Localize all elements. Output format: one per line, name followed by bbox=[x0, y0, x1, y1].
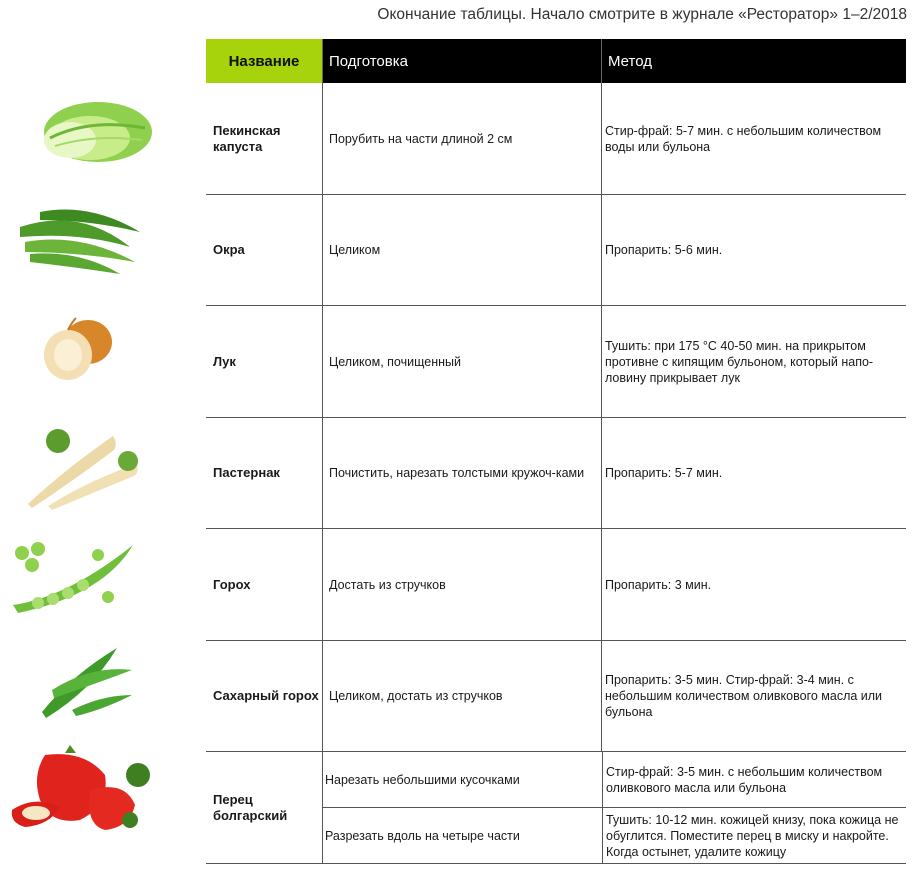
method-text: Стир-фрай: 3-5 мин. с небольшим количеством оливкового масла или бульона bbox=[602, 752, 906, 807]
preparation-text: Целиком, почищенный bbox=[322, 306, 601, 417]
table-row bbox=[206, 195, 906, 306]
preparation-text: Целиком bbox=[322, 195, 601, 305]
method-text: Стир-фрай: 5-7 мин. с небольшим количеством воды или бульона bbox=[601, 83, 906, 194]
column-header-prep: Подготовка bbox=[322, 39, 601, 83]
method-text: Пропарить: 5-7 мин. bbox=[601, 418, 906, 528]
column-header-method: Метод bbox=[601, 39, 906, 83]
table-row bbox=[206, 306, 906, 418]
table-row bbox=[206, 529, 906, 641]
header-note: Окончание таблицы. Начало смотрите в журнале «Ресторатор» 1–2/2018 bbox=[377, 6, 907, 23]
pepper-subrows bbox=[322, 752, 906, 863]
peas-icon bbox=[8, 535, 138, 615]
snap-peas-icon bbox=[32, 640, 142, 720]
napa-cabbage-icon bbox=[30, 88, 155, 168]
method-text: Пропарить: 3-5 мин. Стир-фрай: 3-4 мин. с небольшим количеством оливкового масла или бульона bbox=[601, 641, 906, 751]
vegetable-name: Пекинская капуста bbox=[213, 122, 281, 154]
preparation-text: Почистить, нарезать толстыми кружоч-ками bbox=[322, 418, 601, 528]
preparation-text: Целиком, достать из стручков bbox=[322, 641, 601, 751]
vegetable-name: Лук bbox=[213, 353, 236, 369]
column-header-name: Название bbox=[206, 39, 322, 83]
pepper-subrow bbox=[323, 807, 906, 863]
vegetable-name: Пастернак bbox=[213, 465, 280, 480]
table-header bbox=[206, 39, 906, 83]
bell-pepper-icon bbox=[10, 745, 150, 835]
preparation-text: Порубить на части длиной 2 см bbox=[322, 83, 601, 194]
onion-icon bbox=[38, 310, 118, 385]
method-text: Тушить: при 175 °С 40-50 мин. на прикрытом противне с кипящим бульоном, который напо-ловину прикрывает лук bbox=[601, 306, 906, 417]
parsnip-icon bbox=[18, 416, 148, 511]
vegetable-table bbox=[206, 39, 906, 864]
method-text: Пропарить: 5-6 мин. bbox=[601, 195, 906, 305]
method-text: Тушить: 10-12 мин. кожицей книзу, пока кожица не обуглится. Поместите перец в миску и накройте. Когда остынет, удалите кожицу bbox=[602, 808, 906, 863]
preparation-text: Достать из стручков bbox=[322, 529, 601, 640]
vegetable-name: Окра bbox=[213, 242, 245, 257]
preparation-text: Нарезать небольшими кусочками bbox=[325, 772, 520, 787]
table-row-pepper bbox=[206, 752, 906, 864]
vegetable-name: Сахарный горох bbox=[213, 688, 319, 703]
table-row bbox=[206, 83, 906, 195]
method-text: Пропарить: 3 мин. bbox=[601, 529, 906, 640]
vegetable-name: Перец болгарский bbox=[213, 791, 288, 823]
pepper-subrow bbox=[323, 752, 906, 807]
table-row bbox=[206, 418, 906, 529]
preparation-text: Разрезать вдоль на четыре части bbox=[325, 828, 520, 843]
vegetable-name: Горох bbox=[213, 576, 251, 592]
table-row bbox=[206, 641, 906, 752]
okra-icon bbox=[10, 192, 150, 282]
